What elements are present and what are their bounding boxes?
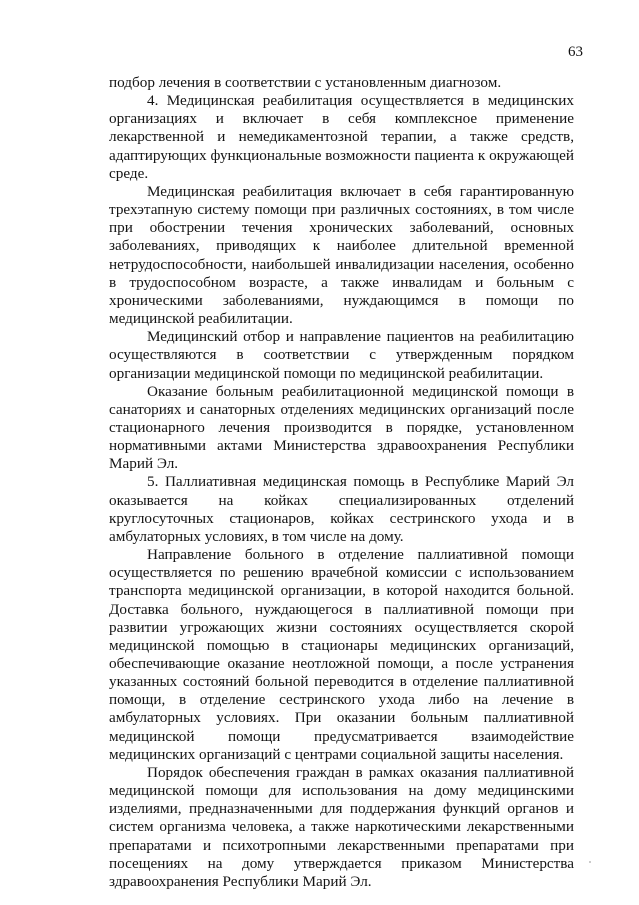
paragraph-palliative-care: 5. Паллиативная медицинская помощь в Республике Марий Эл оказывается на койках специализированных отделений круглосуточных стационаров, койках сестринского ухода и в амбулаторных условиях, в том числе на дому. [109,473,574,545]
paragraph-rehabilitation-three-stage-system: Медицинская реабилитация включает в себя гарантированную трехэтапную систему помощи при различных состояниях, в том числе при обострении течения хронических заболеваний, основных заболеваниях, приводящих к наиболее длительной временной нетрудоспособности, наибольшей инвалидизации населения, особенно в трудоспособном возрасте, а также инвалидам и больным с хроническими заболеваниями, нуждающимся в помощи по медицинской реабилитации. [109,182,574,328]
document-body [109,74,574,891]
paragraph-palliative-home-provision: Порядок обеспечения граждан в рамках оказания паллиативной медицинской помощи для использования на дому медицинскими изделиями, предназначенными для поддержания функций органов и систем организма человека, а также наркотическими лекарственными препаратами и психотропными лекарственными препаратами при посещениях на дому утверждается приказом Министерства здравоохранения Республики Марий Эл. [109,763,574,890]
page-number: 63 [568,44,583,60]
paragraph-palliative-referral: Направление больного в отделение паллиативной помощи осуществляется по решению врачебной комиссии с использованием транспорта медицинской организации, в которой находится больной. Доставка больного, нуждающегося в паллиативной помощи при развитии угрожающих жизни состояниях осуществляется скорой медицинской помощью в стационары медицинских организаций, обеспечивающие оказание неотложной помощи, а после устранения указанных состояний больной переводится в отделение паллиативной помощи, в отделение сестринского ухода либо на лечение в амбулаторных условиях. При оказании больным паллиативной медицинской помощи предусматривается взаимодействие медицинских организаций с центрами социальной защиты населения. [109,546,574,763]
scan-speck [589,861,591,863]
paragraph-medical-rehabilitation: 4. Медицинская реабилитация осуществляется в медицинских организациях и включает в себя комплексное применение лекарственной и немедикаментозной терапии, а также средств, адаптирующих функциональные возможности пациента к окружающей среде. [109,92,574,182]
paragraph-sanatorium-rehabilitation: Оказание больным реабилитационной медицинской помощи в санаториях и санаторных отделениях медицинских организаций после стационарного лечения производится в порядке, установленном нормативными актами Министерства здравоохранения Республики Марий Эл. [109,382,574,473]
paragraph-rehabilitation-selection: Медицинский отбор и направление пациентов на реабилитацию осуществляются в соответствии с утвержденным порядком организации медицинской помощи по медицинской реабилитации. [109,328,574,382]
paragraph-diagnosis-continuation: подбор лечения в соответствии с установленным диагнозом. [109,74,502,91]
